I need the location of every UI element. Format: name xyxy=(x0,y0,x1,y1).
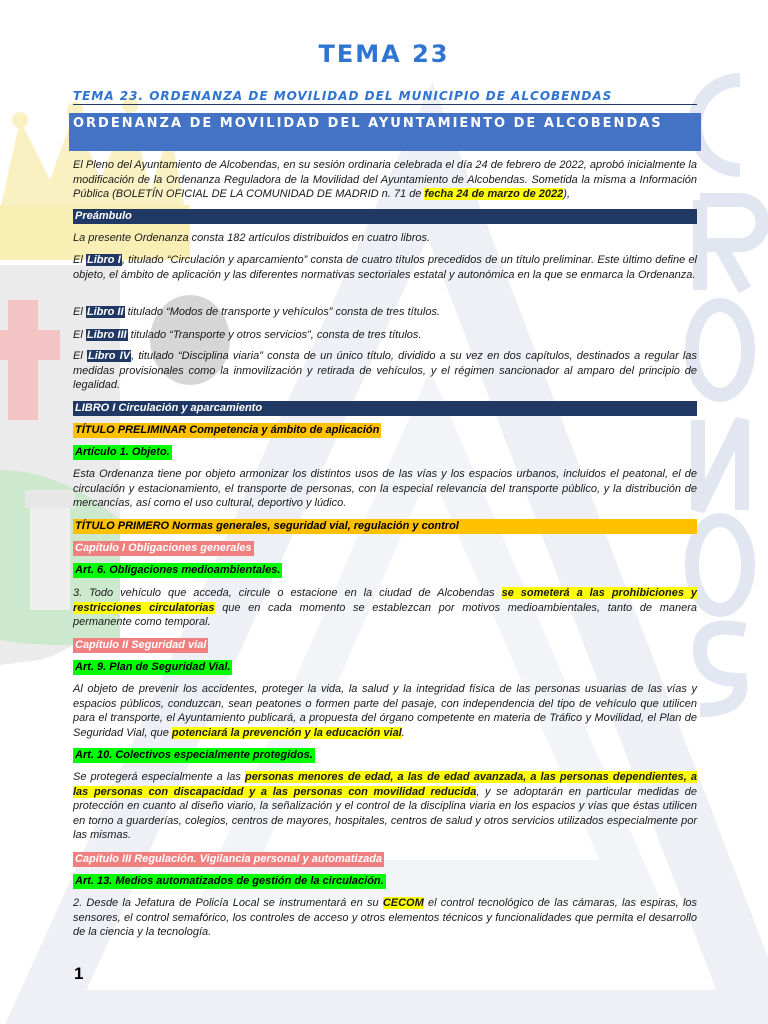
art6-paragraph xyxy=(73,586,697,630)
intro-text-end: ), xyxy=(563,188,571,201)
art10-paragraph xyxy=(73,770,697,843)
intro-paragraph xyxy=(73,158,697,202)
libro3-tag: Libro III xyxy=(86,329,127,341)
capitulo2-heading: Capítulo II Seguridad vial xyxy=(75,639,207,651)
libro1-pre: El xyxy=(73,254,87,266)
page-number: 1 xyxy=(74,964,84,983)
libro2-text: titulado “Modos de transporte y vehículos” consta de tres títulos. xyxy=(124,306,441,318)
libro1-tag: Libro I xyxy=(87,254,121,266)
libro2-tag: Libro II xyxy=(86,306,124,318)
titulo-primero-heading: TÍTULO PRIMERO Normas generales, seguridad vial, regulación y control xyxy=(73,519,697,534)
libro4-paragraph xyxy=(73,349,697,393)
libro3-text: titulado “Transporte y otros servicios”, consta de tres títulos. xyxy=(127,329,422,341)
libro4-text: , titulado “Disciplina viaria” consta de un único título, dividido a su vez en dos capítulos, destinados a regular las medidas provisionales como la inmovilización y retirada de vehículos, y el régimen sancionador al amparo del principio de legalidad. xyxy=(73,350,697,392)
art9-text: Al objeto de prevenir los accidentes, proteger la vida, la salud y la integridad física de las personas usuarias de las vías y espacios públicos, conduzcan, sean peatones o formen parte del pasaje, con independencia del tipo de vehículo que utilicen para el transporte, el Ayuntamiento publicará, a propuesta del órgano competente en materia de Tráfico y Movilidad, el Plan de Seguridad Vial, que xyxy=(73,683,697,739)
libro3-pre: El xyxy=(73,329,86,341)
intro-text: El Pleno del Ayuntamiento de Alcobendas, en su sesión ordinaria celebrada el día 24 de febrero de 2022, aprobó inicialmente la modificación de la Ordenanza Reguladora de la Movilidad del Ayuntamiento de Alcobendas. Sometida la misma a Información Pública (BOLETÍN OFICIAL DE LA COMUNIDAD DE MADRID n. 71 de xyxy=(73,159,697,201)
art13-text-end: el control tecnológico de las cámaras, las espiras, los sensores, el control semafórico, los controles de acceso y otros elementos técnicos y funcionalidades que permita el desarrollo de la ciencia y la tecnología. xyxy=(73,897,698,939)
art6-highlight: se someterá a las prohibiciones y restricciones circulatorias xyxy=(73,587,697,614)
titulo-preliminar-heading: TÍTULO PRELIMINAR Competencia y ámbito de aplicación xyxy=(75,424,380,436)
libro1-text: , titulado “Circulación y aparcamiento” consta de cuatro títulos precedidos de un título preliminar. Este último define el objeto, el ámbito de aplicación y las diferentes normativas sectoriales estatal y autonómica en la que se enmarca la Ordenanza. xyxy=(73,254,698,281)
art10-text-end: , y se adoptarán en particular medidas de protección en cuanto al diseño viario, la señalización y el control de la disciplina viaria en los espacios y vías que éstas utilicen en torno a guarderías, colegios, centros de mayores, hospitales, centros de salud y otros servicios utilizados especialmente por las mismas. xyxy=(73,785,697,842)
libro4-pre: El xyxy=(73,350,87,362)
art10-heading: Art. 10. Colectivos especialmente protegidos. xyxy=(75,749,313,761)
art13-heading: Art. 13. Medios automatizados de gestión de la circulación. xyxy=(75,875,384,887)
art9-text-end: . xyxy=(401,726,405,739)
art6-heading: Art. 6. Obligaciones medioambientales. xyxy=(75,564,281,576)
art9-highlight: potenciará la prevención y la educación vial xyxy=(171,726,402,739)
capitulo3-heading: Capítulo III Regulación. Vigilancia personal y automatizada xyxy=(75,853,383,865)
libro3-paragraph xyxy=(73,328,697,343)
art10-text: Se protegerá especialmente a las xyxy=(73,771,245,783)
intro-date-highlight: fecha 24 de marzo de 2022 xyxy=(424,188,564,201)
art1-heading: Artículo 1. Objeto. xyxy=(75,446,170,458)
libro1-heading: LIBRO I Circulación y aparcamiento xyxy=(73,401,697,416)
libro2-paragraph xyxy=(73,305,697,320)
art13-paragraph xyxy=(73,896,697,940)
art6-text-end: que en cada momento se establezcan por motivos medioambientales, tanto de manera permanente como temporal. xyxy=(73,601,697,629)
cronos-watermark-text xyxy=(692,80,763,710)
capitulo1-heading: Capítulo I Obligaciones generales xyxy=(75,542,252,554)
art13-highlight: CECOM xyxy=(382,897,424,909)
libro2-pre: El xyxy=(73,306,86,318)
page-title: TEMA 23 xyxy=(318,40,450,68)
libro1-paragraph xyxy=(73,253,697,282)
art10-highlight: personas menores de edad, a las de edad avanzada, a las personas dependientes, a las personas con discapacidad y a las personas con movilidad reducida xyxy=(73,771,697,798)
art9-paragraph xyxy=(73,682,697,740)
preambulo-paragraph-1: La presente Ordenanza consta 182 artículos distribuidos en cuatro libros. xyxy=(73,232,431,244)
art9-heading: Art. 9. Plan de Seguridad Vial. xyxy=(75,661,231,673)
libro4-tag: Libro IV xyxy=(87,350,131,362)
art13-text: 2. Desde la Jefatura de Policía Local se instrumentará en su xyxy=(73,897,383,909)
art1-paragraph: Esta Ordenanza tiene por objeto armonizar los distintos usos de las vías y los espacios urbanos, incluidos el peatonal, el de circulación y estacionamiento, el transporte de personas, con la especial relevancia del transporte público, y la distribución de mercancías, así como el uso cultural, deportivo y lúdico. xyxy=(73,468,697,510)
section-title-bar: ORDENANZA DE MOVILIDAD DEL AYUNTAMIENTO DE ALCOBENDAS xyxy=(69,113,701,151)
document-subtitle: TEMA 23. ORDENANZA DE MOVILIDAD DEL MUNICIPIO DE ALCOBENDAS xyxy=(73,89,697,105)
art6-text: 3. Todo vehículo que acceda, circule o estacione en la ciudad de Alcobendas xyxy=(73,587,502,599)
preambulo-heading: Preámbulo xyxy=(73,209,697,224)
